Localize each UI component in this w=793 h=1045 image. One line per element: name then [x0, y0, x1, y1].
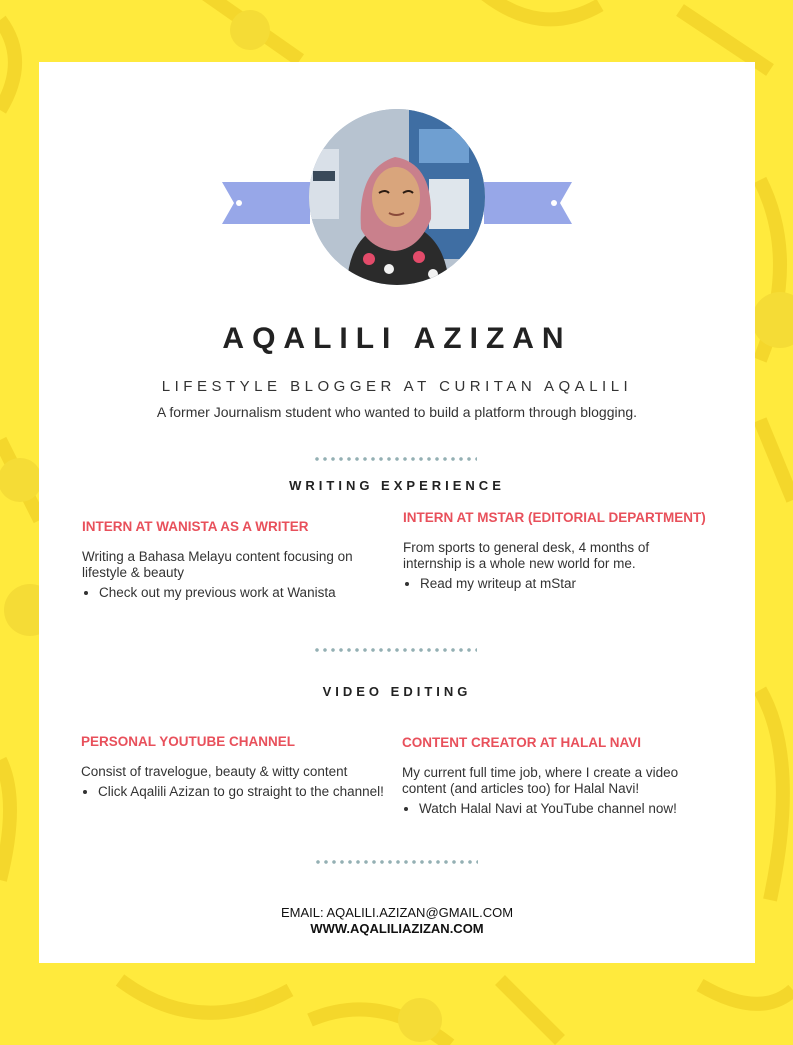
intro-text: A former Journalism student who wanted to build a platform through blogging.: [156, 404, 638, 420]
website-link[interactable]: WWW.AQALILIAZIZAN.COM: [310, 921, 484, 936]
item-bullet-link[interactable]: • Check out my previous work at Wanista: [99, 585, 387, 601]
email-link[interactable]: EMAIL: AQALILI.AZIZAN@GMAIL.COM: [280, 905, 514, 920]
writing-item-wanista: [82, 519, 387, 601]
divider-dots: [314, 859, 478, 865]
item-bullet-link[interactable]: • Read my writeup at mStar: [420, 576, 708, 592]
contact-info: [39, 905, 755, 937]
writing-item-mstar: [403, 510, 708, 592]
item-title: PERSONAL YOUTUBE CHANNEL: [81, 734, 296, 749]
item-title: INTERN AT WANISTA AS A WRITER: [82, 519, 309, 534]
item-bullet-link[interactable]: • Click Aqalili Azizan to go straight to the channel!: [98, 784, 386, 800]
person-name: AQALILI AZIZAN: [222, 322, 572, 355]
item-description: From sports to general desk, 4 months of internship is a whole new world for me.: [403, 540, 650, 571]
divider-dots: [313, 647, 477, 653]
video-editing-heading: VIDEO EDITING: [322, 684, 472, 699]
item-bullet-link[interactable]: • Watch Halal Navi at YouTube channel now!: [419, 801, 707, 817]
item-description: Writing a Bahasa Melayu content focusing on lifestyle & beauty: [82, 549, 353, 580]
item-description: Consist of travelogue, beauty & witty content: [81, 764, 348, 779]
item-title: CONTENT CREATOR AT HALAL NAVI: [402, 735, 641, 750]
item-description: My current full time job, where I create a video content (and articles too) for Halal Navi!: [402, 765, 679, 796]
resume-card: [39, 62, 755, 963]
profile-photo: [309, 109, 485, 285]
item-title: INTERN AT MSTAR (EDITORIAL DEPARTMENT): [403, 510, 706, 525]
tagline: LIFESTYLE BLOGGER AT CURITAN AQALILI: [161, 378, 633, 395]
video-item-halal-navi: [402, 735, 707, 817]
divider-dots: [313, 456, 477, 462]
writing-experience-heading: WRITING EXPERIENCE: [289, 478, 505, 493]
video-item-youtube: [81, 734, 386, 800]
